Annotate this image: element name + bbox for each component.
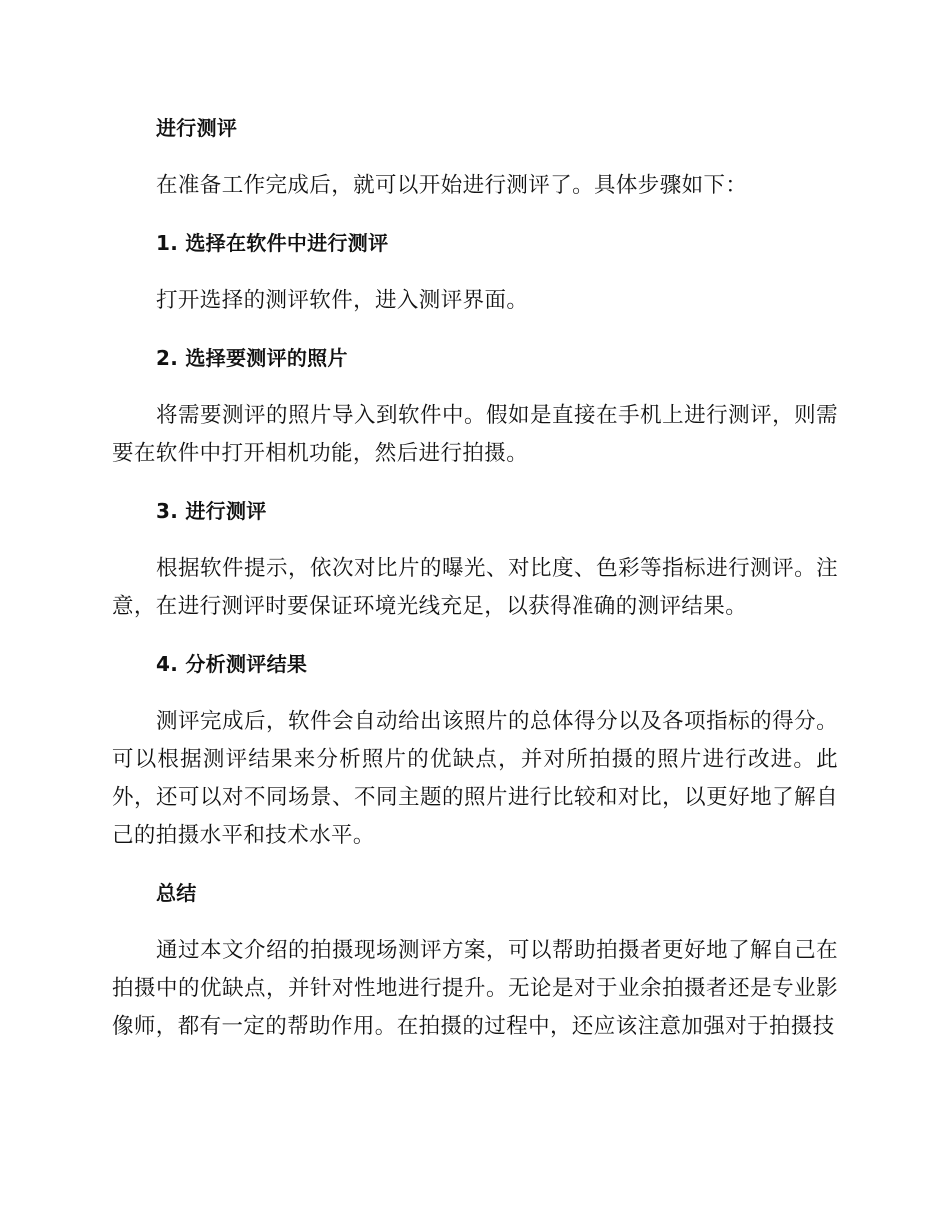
section-heading-conduct-evaluation: 进行测评 xyxy=(156,116,238,140)
step-heading-4: 4. 分析测评结果 xyxy=(156,652,308,676)
summary-paragraph: 通过本文介绍的拍摄现场测评方案，可以帮助拍摄者更好地了解自己在拍摄中的优缺点，并针对性地进行提升。无论是对于业余拍摄者还是专业影像师，都有一定的帮助作用。在拍摄的过程中，还应该注意加强对于拍摄技 xyxy=(112,938,838,1039)
step-heading-2: 2. 选择要测评的照片 xyxy=(156,346,348,370)
step-paragraph-1: 打开选择的测评软件，进入测评界面。 xyxy=(156,288,529,313)
step-heading-1: 1. 选择在软件中进行测评 xyxy=(156,231,389,255)
step-paragraph-4: 测评完成后，软件会自动给出该照片的总体得分以及各项指标的得分。可以根据测评结果来分析照片的优缺点，并对所拍摄的照片进行改进。此外，还可以对不同场景、不同主题的照片进行比较和对比，以更好地了解自己的拍摄水平和技术水平。 xyxy=(112,709,838,848)
step-paragraph-3: 根据软件提示，依次对比片的曝光、对比度、色彩等指标进行测评。注意，在进行测评时要保证环境光线充足，以获得准确的测评结果。 xyxy=(112,556,838,619)
section-heading-summary: 总结 xyxy=(156,881,197,905)
step-heading-3: 3. 进行测评 xyxy=(156,499,267,523)
intro-paragraph: 在准备工作完成后，就可以开始进行测评了。具体步骤如下： xyxy=(156,173,748,198)
step-paragraph-2: 将需要测评的照片导入到软件中。假如是直接在手机上进行测评，则需要在软件中打开相机功能，然后进行拍摄。 xyxy=(112,403,838,466)
